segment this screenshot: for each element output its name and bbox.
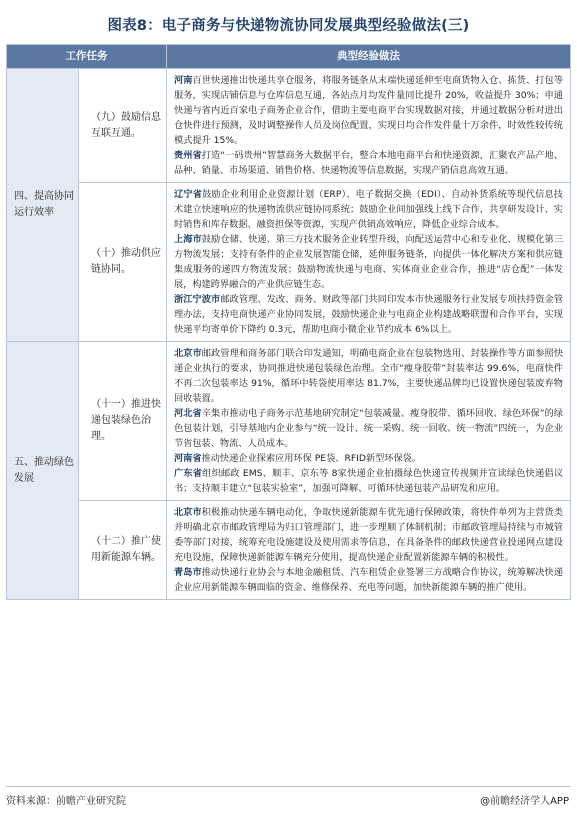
experience-text: 邮政管理、发改、商务、财政等部门共同印发本市快递服务行业发展专项扶持资金管理办法，支持电商快递产业协同发展，鼓励快递企业与电商企业构建战略联盟和合作平台，实现快递平均寄单价下降约 0.3元，帮助电商小微企业节约成本 6%以上。 [174,294,564,335]
experience-item [174,73,563,148]
table-row [7,501,571,600]
experience-table [6,44,571,600]
experience-text: 邮政管理和商务部门联合印发通知，明确电商企业在包装物选用、封装操作等方面参照快递企业执行的要求，协同推进快递包装绿色治理。全市“瘦身胶带”封装率达 99.6%，电商快件不再二次包装率达 91%，循环中转袋使用率达 81.7%，主要快递品牌均已设置快递包装废弃物回收装置。 [174,348,564,404]
experience-text: 推动快递行业协会与本地金融租赁、汽车租赁企业签署三方战略合作协议，统筹解决快递企业应用新能源车辆面临的资金、维修保养、充电等问题，加快新能源车辆的推广使用。 [174,567,564,593]
task-cell: （十二）推广使用新能源车辆。 [79,501,167,600]
table-header-row [7,45,571,69]
region-label: 辽宁省 [174,189,203,200]
experience-item [174,451,563,466]
region-label: 贵州省 [174,150,202,161]
task-cell: （九）鼓励信息互联互通。 [79,69,167,183]
experience-text: 积极推动快递车辆电动化，争取快递新能源车优先通行保障政策，将快件单列为主营货类并明确北京市邮政管理局为归口管理部门，进一步理顺了体制机制；市邮政管理局持续与市城管委等部门对接，统筹充电设施建设及使用需求等信息，在具备条件的邮政快递营业投递网点建设充电设施，保障快递新能源车辆充分使用，提高快递企业配置新能源车辆的积极性。 [174,507,564,563]
experience-cell [167,183,571,342]
region-label: 浙江宁波市 [174,294,221,305]
experience-item [174,148,563,178]
header-task: 工作任务 [7,45,167,69]
experience-item [174,406,563,451]
table-row [7,69,571,183]
experience-text: 辛集市推动电子商务示范基地研究制定“包装减量、瘦身胶带、循环回收、绿色环保”的绿色包装计划，引导基地内企业参与“统一设计、统一采购、统一回收、统一物流”四统一，为企业节省包装、物流、人员成本。 [174,408,563,449]
source-note: 资料来源：前瞻产业研究院 [6,796,126,807]
region-label: 河南省 [174,453,202,464]
region-label: 青岛市 [174,567,202,578]
experience-item [174,466,563,496]
experience-item [174,346,563,406]
task-cell: （十一）推进快递包装绿色治理。 [79,342,167,501]
experience-cell [167,69,571,183]
experience-text: 鼓励仓储、快递、第三方技术服务企业转型升级，向配送运营中心和专业化、规模化第三方物流发展；支持有条件的企业发展智能仓储，延伸服务链条，向提供一体化解决方案和供应链集成服务的递四方物流发展；鼓励物流快递与电商、实体商业企业合作，推进“店仓配”一体发展，构建跨界融合的产业供应链生态。 [174,234,564,290]
experience-text: 鼓励企业利用企业资源计划（ERP）、电子数据交换（EDI）、自动补货系统等现代信息技术建立快速响应的快递物流供应链协同系统；鼓励企业间加强线上线下合作，共享研发设计、实时销售和库存数据、融资担保等资源，实现产供销高效响应，降低企业综合成本。 [174,189,563,230]
table-row [7,183,571,342]
brand-credit: @前瞻经济学人APP [480,796,569,807]
category-cell-5: 五、推动绿色发展 [7,342,79,600]
experience-item [174,505,563,565]
header-experience: 典型经验做法 [167,45,571,69]
experience-text: 组织邮政 EMS、顺丰、京东等 8家快递企业拍摄绿色快递宣传视频并宣读绿色快递倡议书；支持顺丰建立“包装实验室”，加强可降解、可循环快递包装产品研发和应用。 [174,468,564,494]
task-cell: （十）推动供应链协同。 [79,183,167,342]
experience-cell [167,501,571,600]
page-title: 图表8：电子商务与快递物流协同发展典型经验做法(三) [107,18,470,34]
experience-item [174,565,563,595]
category-cell-4: 四、提高协同运行效率 [7,69,79,342]
region-label: 北京市 [174,348,202,359]
region-label: 北京市 [174,507,202,518]
region-label: 上海市 [174,234,202,245]
experience-cell [167,342,571,501]
footer-divider [6,786,571,787]
experience-text: 百世快递推出快递共享仓服务，将服务链条从末端快递延伸至电商货物入仓、拣货、打包等服务，实现店铺信息与仓库信息互通，各站点月均发件量同比提升 20%，收益提升 30%；申通快递与省内近百家电子商务企业合作，借助主要电商平台实现数据对接，并通过数据分析对进出仓快件进行预测，及时调整操作人员及岗位配置，实现日均合作发件量十万余件，时效性较传统模式提升 15%。 [174,75,564,146]
table-row [7,342,571,501]
experience-text: 推动快递企业探索应用环保 PE袋、RFID新型环保袋。 [201,453,422,464]
experience-item [174,232,563,292]
region-label: 广东省 [174,468,203,479]
region-label: 河北省 [174,408,202,419]
region-label: 河南 [174,75,193,86]
experience-item [174,292,563,337]
experience-text: 打造“一码贵州”智慧商务大数据平台，整合本地电商平台和快递资源，汇聚农产品产地、品种、销量、市场渠道、销售价格、快递物流等信息数据，实现产销信息高效互通。 [174,150,563,176]
experience-item [174,187,563,232]
